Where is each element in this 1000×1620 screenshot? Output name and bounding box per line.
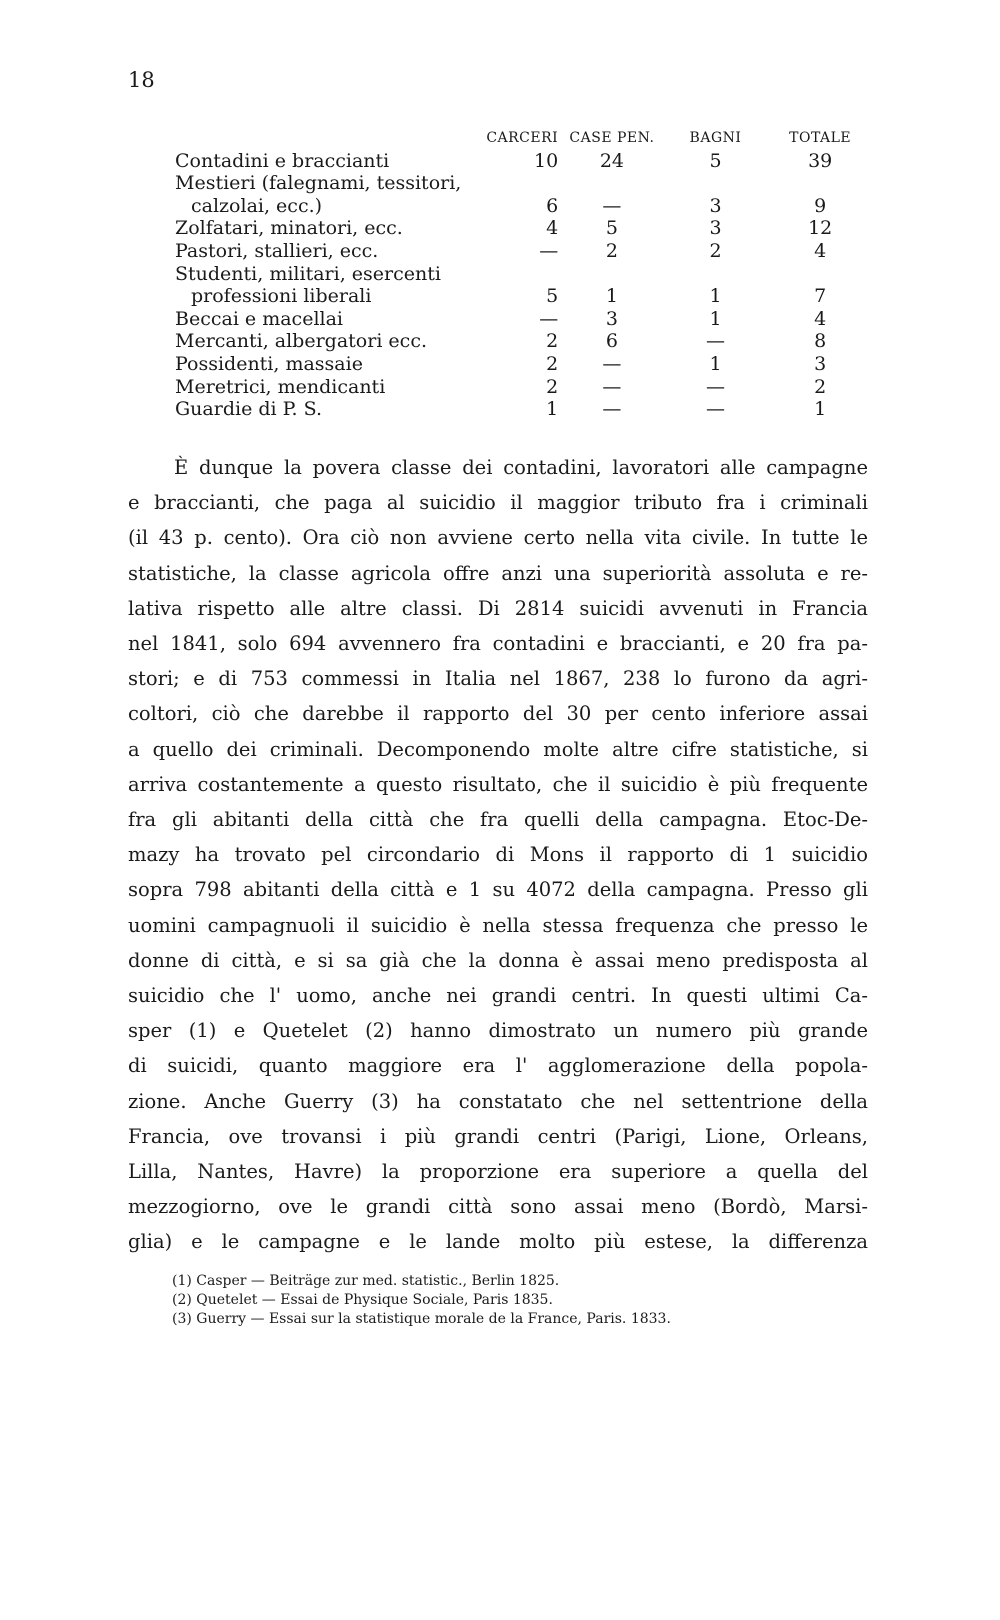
cell-case-pen: 3 — [605, 307, 618, 330]
cell-bagni: — — [705, 330, 725, 353]
cell-totale: 8 — [814, 330, 827, 353]
row-label: Pastori, stallieri, ecc. — [175, 239, 379, 262]
table-row — [175, 195, 875, 218]
page-number: 18 — [128, 68, 155, 92]
text-line: uomini campagnuoli il suicidio è nella stessa frequenza che presso le — [128, 913, 868, 937]
cell-totale: 12 — [808, 217, 833, 240]
cell-bagni: — — [705, 398, 725, 421]
row-label: Possidenti, massaie — [175, 352, 363, 375]
cell-carceri: 2 — [546, 330, 559, 353]
cell-bagni — [666, 172, 766, 195]
text-line: fra gli abitanti della città che fra quelli della campagna. Etoc-De- — [128, 808, 868, 832]
text-line: donne di città, e si sa già che la donna è assai meno predisposta al — [128, 948, 868, 972]
table-header-row — [175, 127, 875, 150]
cell-bagni — [666, 263, 766, 286]
cell-totale: 39 — [808, 149, 833, 172]
text-line: È dunque la povera classe dei contadini, lavoratori alle campagne — [174, 456, 868, 479]
table-row — [175, 240, 875, 263]
cell-totale — [765, 263, 875, 286]
text-line: Lilla, Nantes, Havre) la proporzione era superiore a quella del — [128, 1160, 868, 1184]
row-label: Studenti, militari, esercenti — [175, 262, 441, 285]
row-label: Mercanti, albergatori ecc. — [175, 330, 428, 353]
cell-carceri: — — [539, 307, 559, 330]
cell-totale: 7 — [814, 285, 827, 308]
text-line: stori; e di 753 commessi in Italia nel 1867, 238 lo furono da agri- — [128, 667, 868, 691]
table-row — [175, 330, 875, 353]
cell-case-pen: 6 — [605, 330, 618, 353]
cell-carceri: — — [539, 239, 559, 262]
table-row — [175, 285, 875, 308]
row-label: Contadini e braccianti — [175, 149, 390, 172]
statistics-table — [175, 127, 875, 421]
row-label: Beccai e macellai — [175, 307, 344, 330]
row-label: Zolfatari, minatori, ecc. — [175, 217, 403, 240]
cell-bagni: — — [705, 375, 725, 398]
cell-bagni: 1 — [709, 285, 722, 308]
table-header-label — [175, 127, 479, 150]
text-line: zione. Anche Guerry (3) ha constatato che nel settentrione della — [128, 1089, 868, 1113]
table-header-bagni: BAGNI — [689, 130, 742, 146]
text-line: a quello dei criminali. Decomponendo molte altre cifre statistiche, si — [128, 737, 868, 761]
table-row — [175, 172, 875, 195]
text-line: arriva costantemente a questo risultato, che il suicidio è più frequente — [128, 772, 868, 796]
cell-carceri: 4 — [546, 217, 559, 240]
footnote: (2) Quetelet — Essai de Physique Sociale, Paris 1835. — [172, 1292, 553, 1308]
table-header-totale: TOTALE — [789, 130, 852, 146]
text-line: (il 43 p. cento). Ora ciò non avviene certo nella vita civile. In tutte le — [128, 526, 868, 550]
text-line: statistiche, la classe agricola offre anzi una superiorità assoluta e re- — [128, 561, 868, 585]
table-row — [175, 376, 875, 399]
cell-totale: 1 — [814, 398, 827, 421]
cell-bagni: 2 — [709, 239, 722, 262]
cell-bagni: 3 — [709, 194, 722, 217]
cell-bagni: 5 — [709, 149, 722, 172]
text-line: sper (1) e Quetelet (2) hanno dimostrato un numero più grande — [128, 1019, 868, 1043]
cell-totale — [765, 172, 875, 195]
text-line: di suicidi, quanto maggiore era l' agglomerazione della popola- — [128, 1054, 868, 1078]
cell-carceri — [479, 172, 558, 195]
cell-case-pen: 2 — [605, 239, 618, 262]
cell-case-pen: — — [602, 352, 622, 375]
row-label: Mestieri (falegnami, tessitori, — [175, 172, 462, 195]
footnote: (1) Casper — Beiträge zur med. statistic., Berlin 1825. — [172, 1273, 560, 1289]
text-line: mazy ha trovato pel circondario di Mons il rapporto di 1 suicidio — [128, 843, 868, 867]
table-row — [175, 353, 875, 376]
table-row — [175, 263, 875, 286]
text-line: suicidio che l' uomo, anche nei grandi centri. In questi ultimi Ca- — [128, 984, 868, 1008]
body-text — [128, 450, 868, 1260]
cell-totale: 4 — [814, 239, 827, 262]
cell-carceri: 2 — [546, 352, 559, 375]
cell-case-pen: — — [602, 194, 622, 217]
table-header-carceri: CARCERI — [486, 130, 559, 146]
text-line: mezzogiorno, ove le grandi città sono assai meno (Bordò, Marsi- — [128, 1195, 868, 1219]
text-line: glia) e le campagne e le lande molto più estese, la differenza — [128, 1230, 868, 1254]
cell-carceri: 6 — [546, 194, 559, 217]
cell-totale: 3 — [814, 352, 827, 375]
cell-case-pen — [558, 263, 665, 286]
cell-carceri: 5 — [546, 285, 559, 308]
text-line: e braccianti, che paga al suicidio il maggior tributo fra i criminali — [128, 491, 868, 515]
text-line: Francia, ove trovansi i più grandi centri (Parigi, Lione, Orleans, — [128, 1124, 868, 1148]
table-row — [175, 308, 875, 331]
text-line: coltori, ciò che darebbe il rapporto del 30 per cento inferiore assai — [128, 702, 868, 726]
cell-case-pen: — — [602, 375, 622, 398]
cell-case-pen: 5 — [605, 217, 618, 240]
cell-carceri — [479, 263, 558, 286]
cell-case-pen: 24 — [599, 149, 625, 172]
footnotes — [172, 1272, 872, 1329]
cell-bagni: 3 — [709, 217, 722, 240]
text-line: sopra 798 abitanti della città e 1 su 4072 della campagna. Presso gli — [128, 878, 868, 902]
table-row — [175, 217, 875, 240]
table-row — [175, 150, 875, 173]
row-label: professioni liberali — [191, 285, 372, 308]
table-header-case-pen: CASE PEN. — [569, 130, 655, 146]
cell-totale: 2 — [814, 375, 827, 398]
cell-carceri: 1 — [546, 398, 559, 421]
row-label: Meretrici, mendicanti — [175, 375, 386, 398]
row-label: Guardie di P. S. — [175, 398, 323, 421]
text-line: nel 1841, solo 694 avvennero fra contadini e braccianti, e 20 fra pa- — [128, 632, 868, 656]
text-line: lativa rispetto alle altre classi. Di 2814 suicidi avvenuti in Francia — [128, 596, 868, 620]
cell-case-pen — [558, 172, 665, 195]
cell-bagni: 1 — [709, 352, 722, 375]
footnote: (3) Guerry — Essai sur la statistique morale de la France, Paris. 1833. — [172, 1311, 671, 1327]
cell-totale: 4 — [814, 307, 827, 330]
cell-case-pen: — — [602, 398, 622, 421]
cell-bagni: 1 — [709, 307, 722, 330]
table-row — [175, 398, 875, 421]
cell-carceri: 10 — [534, 149, 559, 172]
cell-totale: 9 — [814, 194, 827, 217]
cell-carceri: 2 — [546, 375, 559, 398]
row-label: calzolai, ecc.) — [191, 194, 323, 217]
cell-case-pen: 1 — [605, 285, 618, 308]
